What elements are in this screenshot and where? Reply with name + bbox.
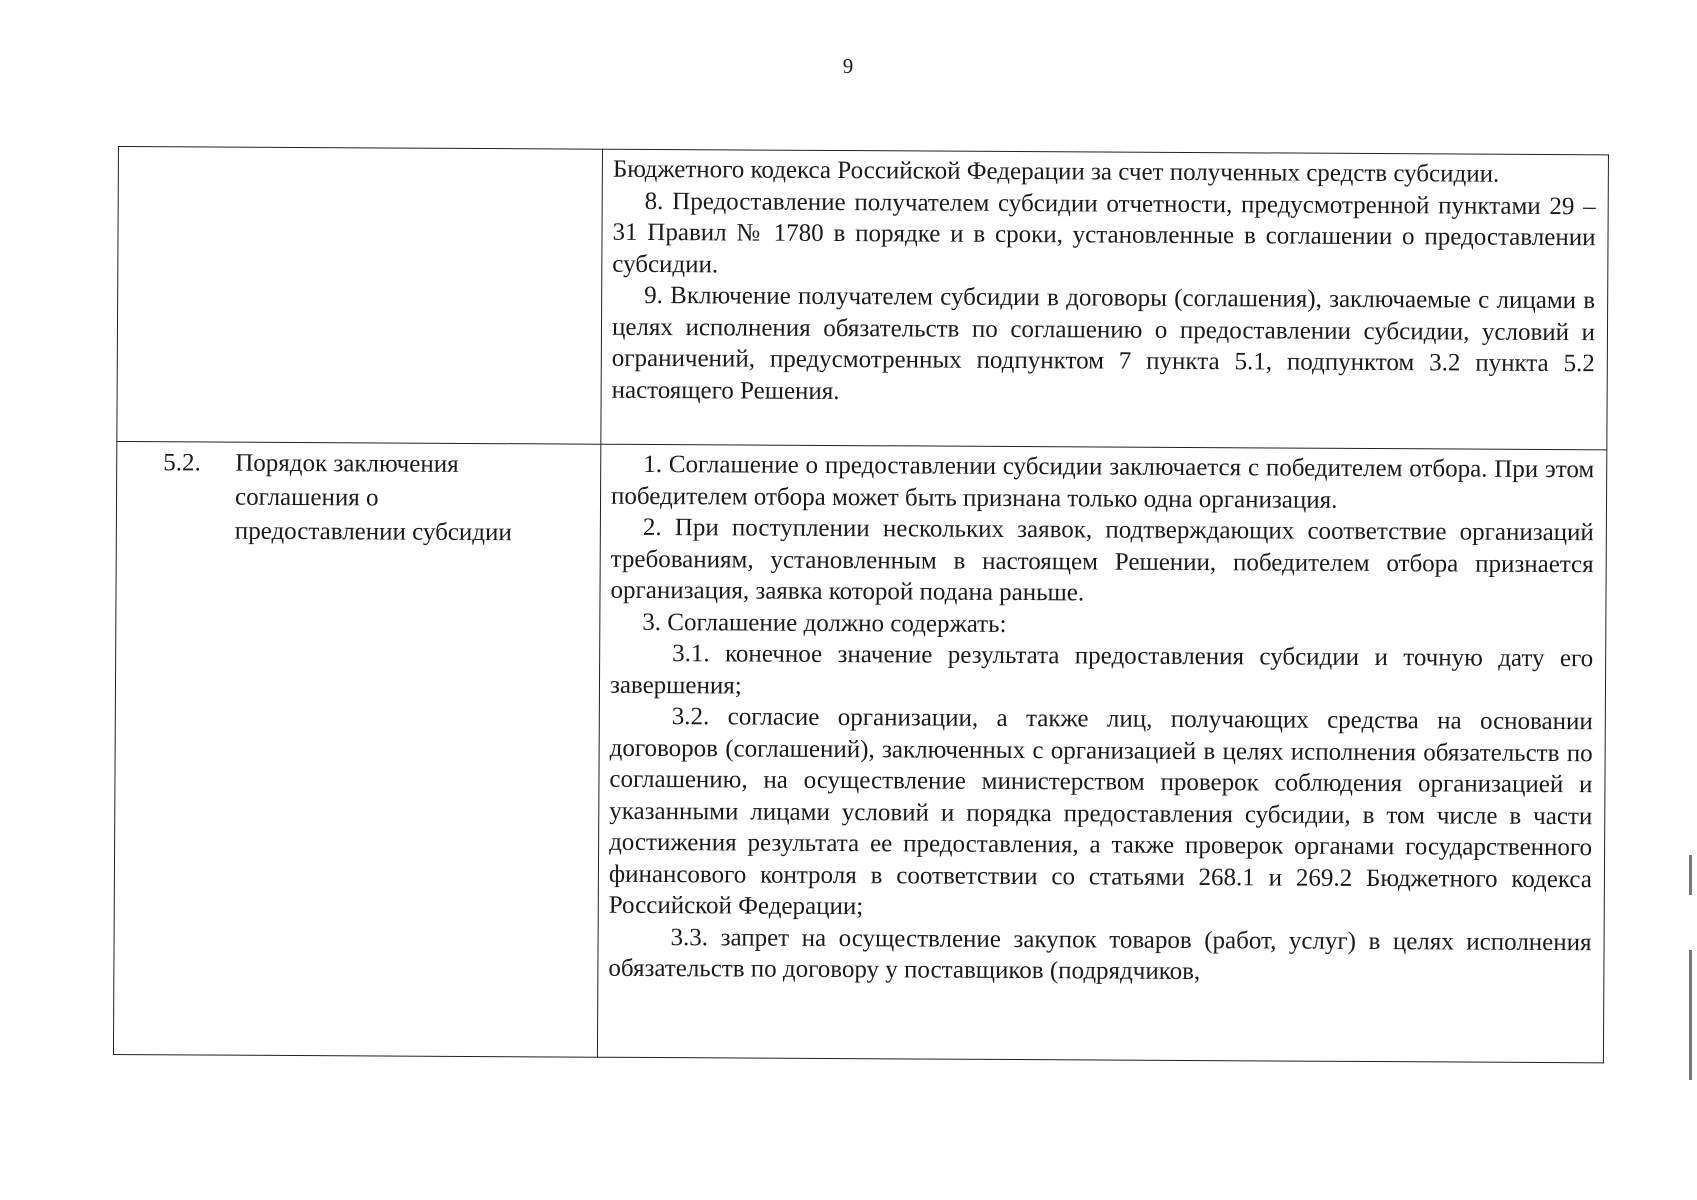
paragraph: Бюджетного кодекса Российской Федерации за счет полученных средств субсидии. bbox=[612, 155, 1500, 188]
paragraph: 3.1. конечное значение результата предоставления субсидии и точную дату его завершения; bbox=[609, 640, 1594, 699]
paragraph: 3. Соглашение должно содержать: bbox=[642, 608, 1007, 638]
row-text-cell bbox=[597, 444, 1606, 1063]
paragraph: 1. Соглашение о предоставлении субсидии заключается с победителем отбора. При этом победителем отбора может быть признана только одна организация. bbox=[610, 450, 1595, 514]
document-table bbox=[113, 146, 1609, 1063]
table-row bbox=[113, 441, 1606, 1062]
paragraph: 3.2. согласие организации, а также лиц, получающих средства на основании договоров (соглашений), заключенных с организацией в целях исполнения обязательств по соглашению, на осуществление министерством проверок соблюдения организацией и указанными лицами условий и порядка предоставления субсидии, в том числе в части достижения результата ее предоставления, а также проверок органами государственного финансового контроля в соответствии со статьями 268.1 и 269.2 Бюджетного кодекса Российской Федерации; bbox=[608, 703, 1593, 921]
paragraph: 3.3. запрет на осуществление закупок товаров (работ, услуг) в целях исполнения обязательств по договору у поставщиков (подрядчиков, bbox=[608, 923, 1592, 986]
page-number: 9 bbox=[842, 54, 855, 78]
row-text-cell bbox=[601, 149, 1609, 450]
row-title bbox=[237, 152, 557, 154]
table-row bbox=[117, 147, 1609, 450]
paragraph: 9. Включение получателем субсидии в договоры (соглашения), заключаемые с лицами в целях исполнения обязательств по соглашению о предоставлении субсидии, условий и ограничений, предусмотренных подпунктом 7 пункта 5.1, подпунктом 3.2 пункта 5.2 настоящего Решения. bbox=[611, 281, 1596, 405]
row-number-cell bbox=[113, 441, 600, 1057]
paragraph: 2. При поступлении нескольких заявок, подтверждающих соответствие организаций требованиям, установленным в настоящем Решении, победителем отбора признается организация, заявка которой подана раньше. bbox=[610, 513, 1594, 607]
row-number-cell bbox=[117, 147, 603, 445]
row-title: Порядок заключения соглашения о предоставлении субсидии bbox=[234, 449, 512, 547]
scan-edge-mark bbox=[1689, 855, 1692, 895]
row-number: 5.2. bbox=[163, 449, 201, 477]
paragraph: 8. Предоставление получателем субсидии отчетности, предусмотренной пунктами 29 – 31 Правил № 1780 в порядке и в сроки, установленные в соглашении о предоставлении субсидии. bbox=[612, 187, 1596, 278]
scan-edge-mark bbox=[1689, 950, 1692, 1080]
